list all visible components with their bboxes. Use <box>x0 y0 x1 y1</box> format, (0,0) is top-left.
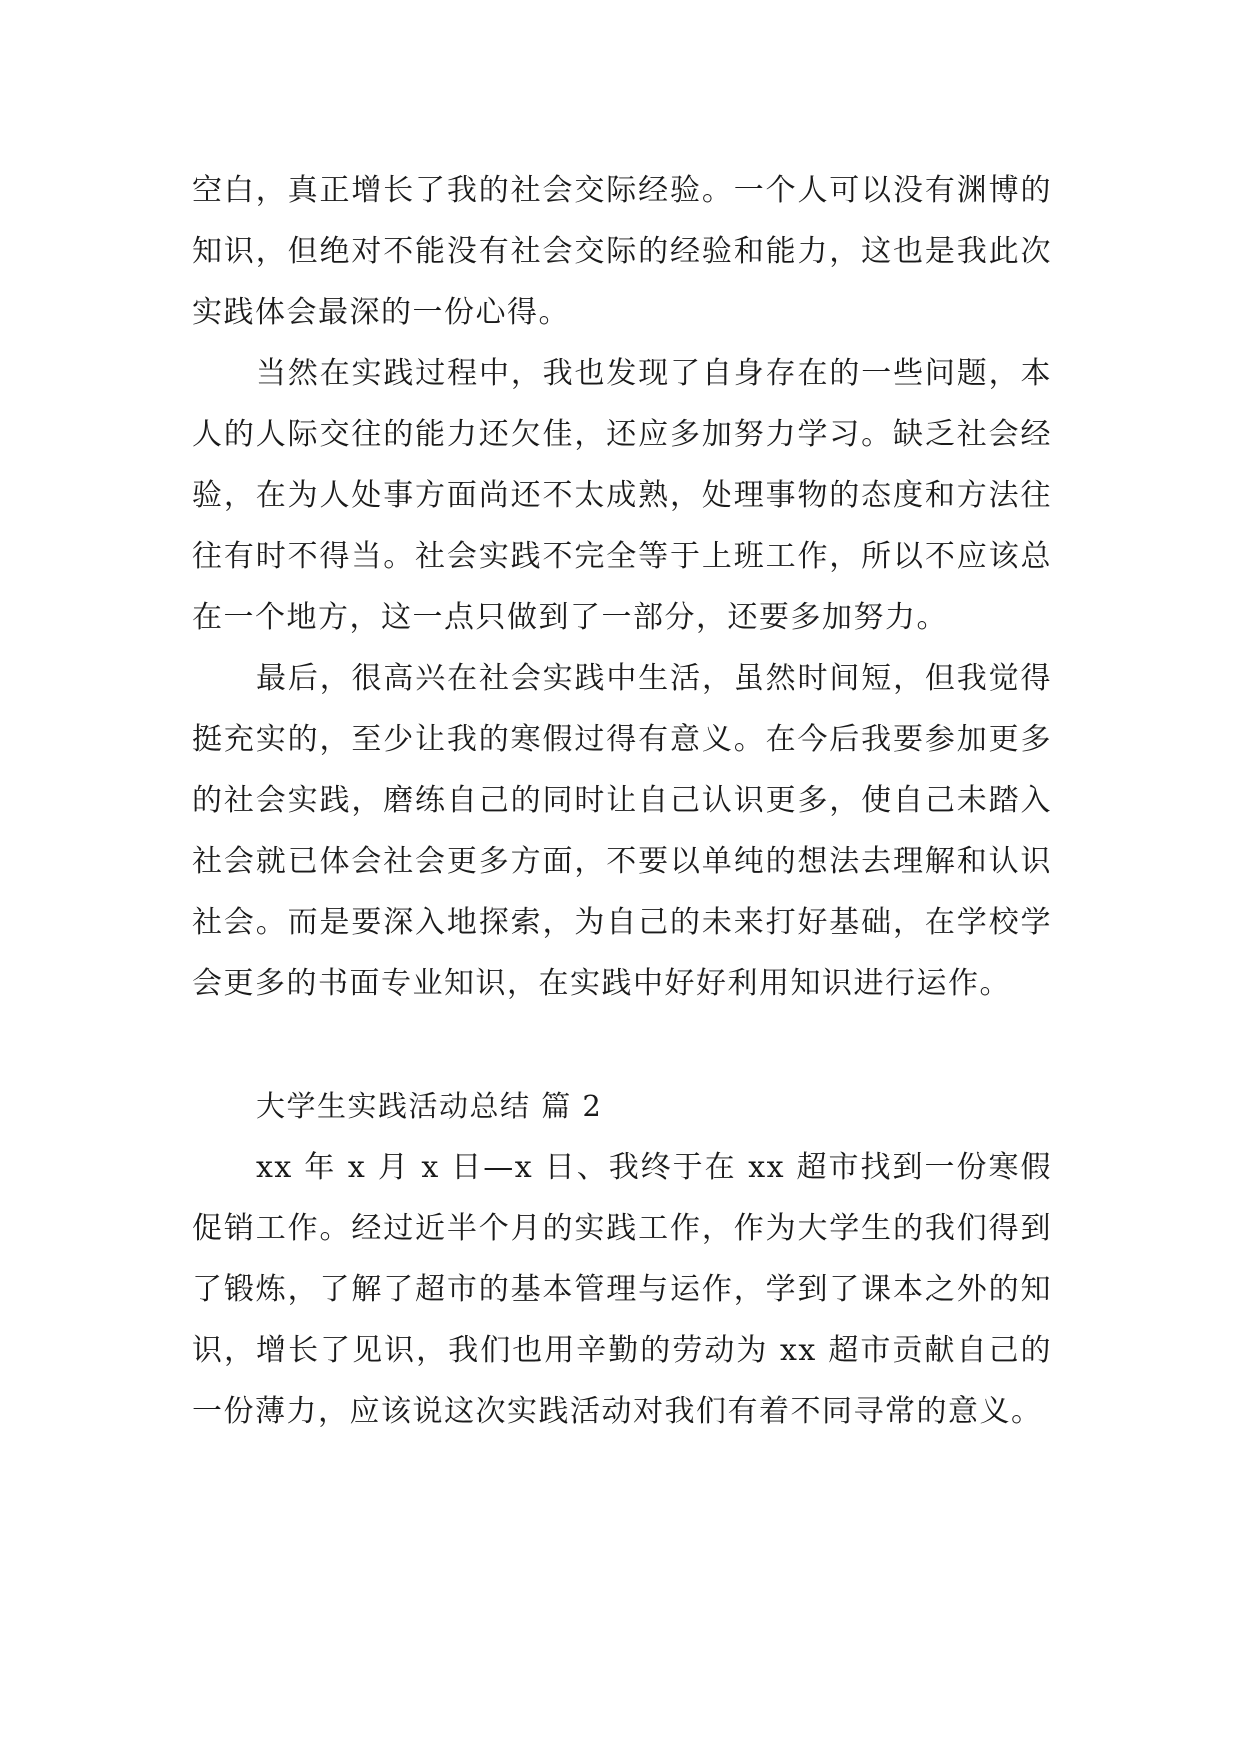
paragraph-continuation: 空白，真正增长了我的社会交际经验。一个人可以没有渊博的知识，但绝对不能没有社会交际的经验和能力，这也是我此次实践体会最深的一份心得。 <box>192 173 1052 330</box>
document-body <box>192 160 1052 1442</box>
paragraph-supermarket-intro: xx 年 x 月 x 日—x 日、我终于在 xx 超市找到一份寒假促销工作。经过近半个月的实践工作，作为大学生的我们得到了锻炼，了解了超市的基本管理与运作，学到了课本之外的知识，增长了见识，我们也用辛勤的劳动为 xx 超市贡献自己的一份薄力，应该说这次实践活动对我们有着不同寻常的意义。 <box>192 1150 1052 1429</box>
paragraph-conclusion: 最后，很高兴在社会实践中生活，虽然时间短，但我觉得挺充实的，至少让我的寒假过得有意义。在今后我要参加更多的社会实践，磨练自己的同时让自己认识更多，使自己未踏入社会就已体会社会更多方面，不要以单纯的想法去理解和认识社会。而是要深入地探索，为自己的未来打好基础，在学校学会更多的书面专业知识，在实践中好好利用知识进行运作。 <box>192 661 1052 1001</box>
paragraph-self-reflection: 当然在实践过程中，我也发现了自身存在的一些问题，本人的人际交往的能力还欠佳，还应多加努力学习。缺乏社会经验，在为人处事方面尚还不太成熟，处理事物的态度和方法往往有时不得当。社会实践不完全等于上班工作，所以不应该总在一个地方，这一点只做到了一部分，还要多加努力。 <box>192 356 1052 635</box>
section-heading: 大学生实践活动总结 篇 2 <box>256 1089 603 1123</box>
